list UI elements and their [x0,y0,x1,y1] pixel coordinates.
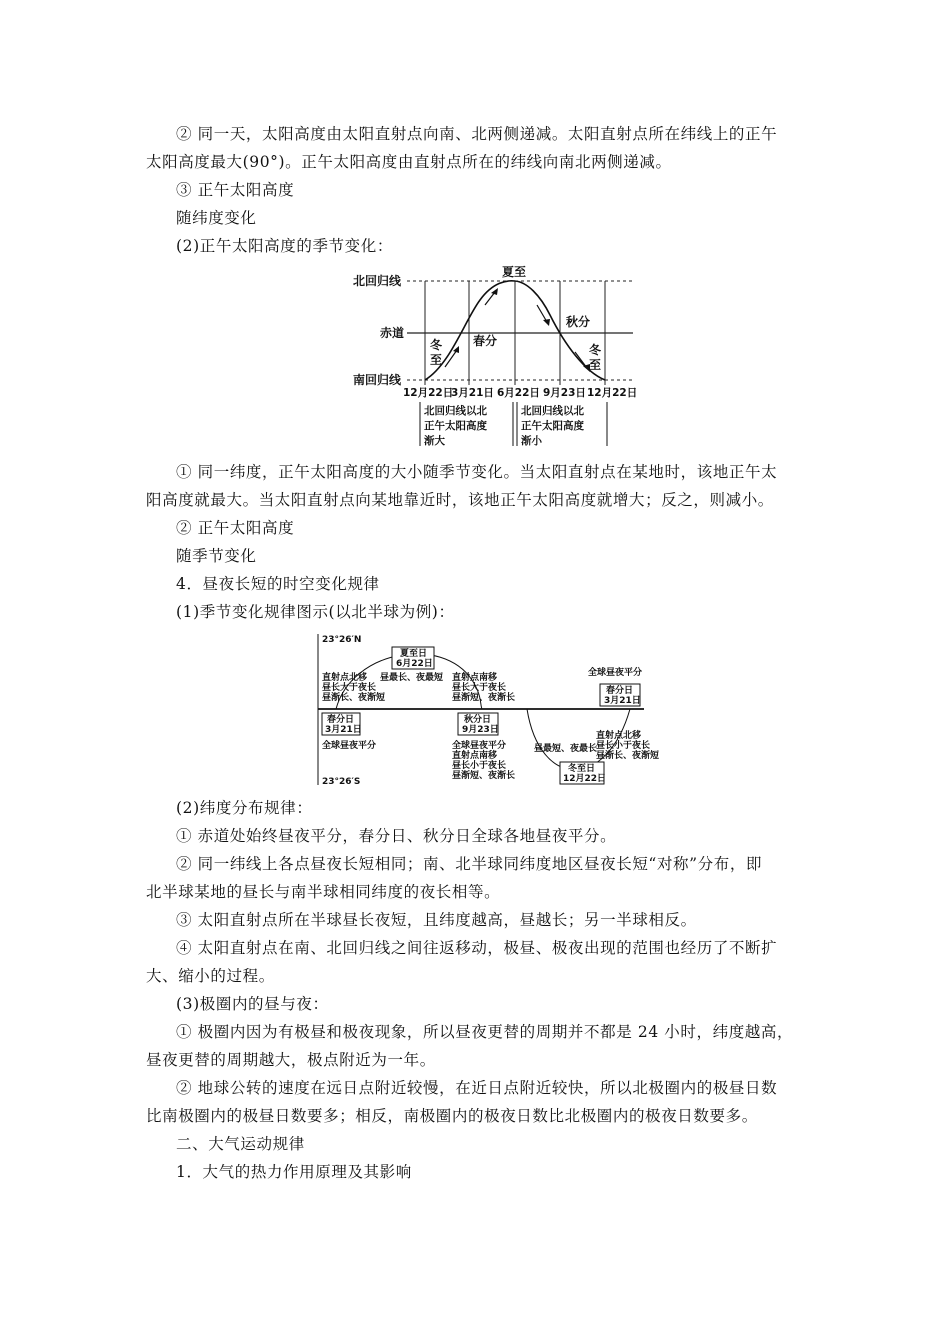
winter-note: 昼最短、夜最长 [534,744,598,754]
paragraph-line: ③ 正午太阳高度 [176,181,295,199]
note-right: 渐小 [521,435,542,447]
svg-text:冬: 冬 [589,343,602,357]
paragraph-line: ② 同一纬线上各点昼夜长短相同；南、北半球同纬度地区昼夜长短“对称”分布，即 [176,855,763,873]
note-right: 北回归线以北 [521,405,584,417]
noon-sun-height-figure [345,260,645,450]
spring2-box-line: 春分日 [606,686,634,696]
svg-text:至: 至 [589,358,602,372]
winter-solstice-left-label [430,337,443,367]
summer-solstice-label: 夏至 [502,265,527,279]
paragraph-line: ② 地球公转的速度在远日点附近较慢，在近日点附近较快，所以北极圈内的极昼日数 [176,1079,778,1097]
summer-box-line: 夏至日 [400,649,428,659]
svg-text:冬: 冬 [430,338,443,352]
day-night-length-figure [312,630,660,792]
note-right: 正午太阳高度 [521,420,584,432]
seg1-line: 直射点北移 [322,673,368,683]
equator-label: 赤道 [380,326,405,340]
paragraph-line: (3)极圈内的昼与夜： [176,995,329,1013]
paragraph-line: ① 赤道处始终昼夜平分，春分日、秋分日全球各地昼夜平分。 [176,827,617,845]
seg4-line: 昼长小于夜长 [596,741,651,751]
note-left: 渐大 [424,435,445,447]
winter-box-line: 冬至日 [568,764,596,774]
seg3-line: 全球昼夜平分 [452,741,507,751]
seg2-line: 昼长大于夜长 [452,683,507,693]
seg2-line: 昼渐短、夜渐长 [452,693,516,703]
spring2-box-line: 3月21日 [604,696,641,706]
winter-solstice-right-label [589,342,602,372]
date-tick: 3月21日 [451,387,494,399]
paragraph-line: 昼夜更替的周期越大，极点附近为一年。 [146,1051,436,1069]
spring-equinox-label: 春分 [473,334,498,348]
lat-south-label: 23°26′S [322,777,361,787]
summer-box-line: 6月22日 [396,659,433,669]
seg3-line: 昼长小于夜长 [452,761,507,771]
seg3-line: 昼渐短、夜渐长 [452,771,516,781]
paragraph-line: 比南极圈内的极昼日数要多；相反，南极圈内的极夜日数比北极圈内的极夜日数要多。 [146,1107,758,1125]
paragraph-line: (2)正午太阳高度的季节变化： [176,237,393,255]
paragraph-line: (2)纬度分布规律： [176,799,313,817]
note-left: 正午太阳高度 [424,420,487,432]
spring2-label: 全球昼夜平分 [588,668,643,678]
tropic-cancer-label: 北回归线 [353,274,402,288]
paragraph-line: ④ 太阳直射点在南、北回归线之间往返移动，极昼、极夜出现的范围也经历了不断扩 [176,939,778,957]
paragraph-line: 随纬度变化 [176,209,257,227]
date-tick: 6月22日 [497,387,540,399]
tropic-capricorn-label: 南回归线 [353,373,402,387]
seg4-line: 昼渐长、夜渐短 [596,751,660,761]
paragraph-line: 阳高度就最大。当太阳直射点向某地靠近时，该地正午太阳高度就增大；反之，则减小。 [146,491,774,509]
seg1-line: 昼渐长、夜渐短 [322,693,386,703]
paragraph-line: ① 同一纬度，正午太阳高度的大小随季节变化。当太阳直射点在某地时，该地正午太 [176,463,778,481]
date-tick: 9月23日 [543,387,586,399]
svg-text:至: 至 [430,353,443,367]
date-tick: 12月22日 [403,387,454,399]
winter-box-line: 12月22日 [563,774,607,784]
paragraph-line: 大、缩小的过程。 [146,967,275,985]
spring-box-line: 3月21日 [325,725,362,735]
autumn-equinox-label: 秋分 [566,315,591,329]
paragraph-line: 随季节变化 [176,547,257,565]
summer-note: 昼最长、夜最短 [380,673,444,683]
paragraph-line: ② 正午太阳高度 [176,519,295,537]
autumn-box-line: 秋分日 [464,715,492,725]
seg4-line: 直射点北移 [596,731,642,741]
paragraph-line: 北半球某地的昼长与南半球相同纬度的夜长相等。 [146,883,501,901]
seg1-line: 昼长大于夜长 [322,683,377,693]
date-tick: 12月22日 [587,387,638,399]
section-heading: 二、大气运动规律 [176,1135,305,1153]
seg3-line: 直射点南移 [452,751,498,761]
autumn-box-line: 9月23日 [462,725,499,735]
paragraph-line: 太阳高度最大(90°)。正午太阳高度由直射点所在的纬线向南北两侧递减。 [146,153,672,171]
paragraph-line: ③ 太阳直射点所在半球昼长夜短，且纬度越高，昼越长；另一半球相反。 [176,911,697,929]
paragraph-line: 4．昼夜长短的时空变化规律 [176,575,380,593]
spring-note: 全球昼夜平分 [322,741,377,751]
subsection-heading: 1．大气的热力作用原理及其影响 [176,1163,412,1181]
seg2-line: 直射点南移 [452,673,498,683]
paragraph-line: ② 同一天，太阳高度由太阳直射点向南、北两侧递减。太阳直射点所在纬线上的正午 [176,125,778,143]
note-left: 北回归线以北 [424,405,487,417]
lat-north-label: 23°26′N [322,635,362,645]
paragraph-line: ① 极圈内因为有极昼和极夜现象，所以昼夜更替的周期并不都是 24 小时，纬度越高， [176,1023,794,1041]
paragraph-line: (1)季节变化规律图示(以北半球为例)： [176,603,455,621]
spring-box-line: 春分日 [327,715,355,725]
